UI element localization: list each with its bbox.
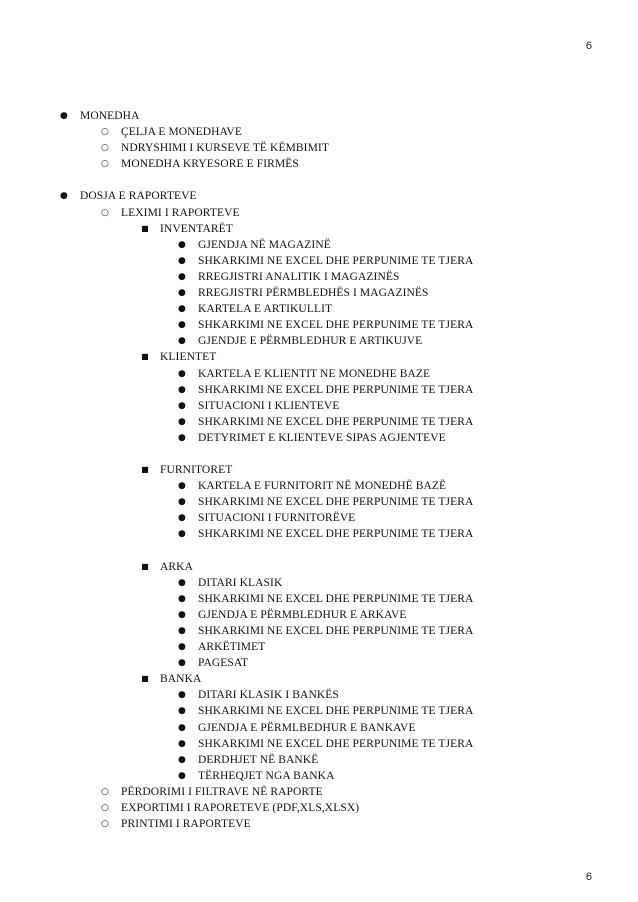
circle-bullet-icon: ○ [101,143,109,154]
list-item-label: SITUACIONI I KLIENTEVE [198,399,340,412]
square-bullet-icon: ■ [141,465,149,474]
list-item-label: PRINTIMI I RAPORTEVE [121,818,251,831]
disc-bullet-icon: ● [178,722,186,733]
list-item-label: SITUACIONI I FURNITORËVE [198,512,356,525]
list-item-label: RREGJISTRI ANALITIK I MAGAZINËS [198,270,400,283]
disc-bullet-icon: ● [178,384,186,395]
square-bullet-icon: ■ [141,674,149,684]
list-item-label: NDRYSHIMI I KURSEVE TË KËMBIMIT [121,142,329,155]
disc-bullet-icon: ● [178,368,186,379]
list-item-label: KARTELA E FURNITORIT NË MONEDHË BAZË [198,480,447,493]
list-item-label: FURNITORET [160,464,233,476]
disc-bullet-icon: ● [178,609,186,620]
list-item-label: GJENDJA NË MAGAZINË [198,238,331,251]
list-item-label: GJENDJE E PËRMBLEDHUR E ARTIKUJVE [198,335,423,348]
list-item-label: PAGESAT [198,657,249,670]
list-item-label: PËRDORIMI I FILTRAVE NË RAPORTE [121,785,323,798]
circle-bullet-icon: ○ [101,803,109,813]
list-item-label: INVENTARËT [160,222,233,235]
disc-bullet-icon: ● [178,320,186,331]
disc-bullet-icon: ● [178,593,186,604]
disc-bullet-icon: ● [178,304,186,315]
list-item-label: SHKARKIMI NE EXCEL DHE PERPUNIME TE TJERA [198,592,474,605]
list-item-label: ARKËTIMET [198,641,266,653]
disc-bullet-icon: ● [178,432,186,443]
disc-bullet-icon: ● [178,658,186,669]
list-item-label: DOSJA E RAPORTEVE [80,190,197,203]
list-item-label: KARTELA E KLIENTIT NE MONEDHE BAZE [198,367,431,380]
list-item-label: SHKARKIMI NE EXCEL DHE PERPUNIME TE TJERA [198,254,474,267]
list-item-label: SHKARKIMI NE EXCEL DHE PERPUNIME TE TJERA [198,528,474,541]
list-item-label: DERDHJET NË BANKË [198,753,319,766]
disc-bullet-icon: ● [178,513,186,524]
disc-bullet-icon: ● [178,416,186,427]
disc-bullet-icon: ● [178,400,186,411]
list-item-label: SHKARKIMI NE EXCEL DHE PERPUNIME TE TJERA [198,383,474,396]
circle-bullet-icon: ○ [101,819,109,830]
disc-bullet-icon: ● [60,111,68,121]
list-item-label: GJENDJA E PËRMBLEDHUR E ARKAVE [198,608,407,621]
list-item-label: SHKARKIMI NE EXCEL DHE PERPUNIME TE TJERA [198,624,474,637]
list-item-label: GJENDJA E PËRMLBEDHUR E BANKAVE [198,721,416,734]
page-number-top: 6 [585,40,592,52]
disc-bullet-icon: ● [178,255,186,266]
square-bullet-icon: ■ [141,561,149,571]
square-bullet-icon: ■ [141,223,149,233]
square-bullet-icon: ■ [141,352,149,362]
list-item-label: SHKARKIMI NE EXCEL DHE PERPUNIME TE TJERA [198,415,474,428]
circle-bullet-icon: ○ [101,207,109,218]
list-item-label: SHKARKIMI NE EXCEL DHE PERPUNIME TE TJERA [198,705,474,718]
list-item-label: DITARI KLASIK [198,576,283,589]
list-item-label: KLIENTET [160,351,217,364]
list-item-label: LEXIMI I RAPORTEVE [121,206,240,219]
list-item-label: MONEDHA [80,110,140,122]
list-item-label: RREGJISTRI PËRMBLEDHËS I MAGAZINËS [198,287,429,299]
list-item-label: DITARI KLASIK I BANKËS [198,689,339,702]
circle-bullet-icon: ○ [101,159,109,170]
list-item-label: BANKA [160,673,202,686]
list-item-label: TËRHEQJET NGA BANKA [198,769,335,782]
disc-bullet-icon: ● [178,770,186,781]
disc-bullet-icon: ● [178,738,186,749]
disc-bullet-icon: ● [178,642,186,652]
disc-bullet-icon: ● [178,706,186,717]
list-item-label: DETYRIMET E KLIENTEVE SIPAS AGJENTEVE [198,431,446,444]
disc-bullet-icon: ● [178,690,186,701]
list-item-label: SHKARKIMI NE EXCEL DHE PERPUNIME TE TJERA [198,496,474,509]
disc-bullet-icon: ● [178,625,186,636]
disc-bullet-icon: ● [60,191,68,202]
disc-bullet-icon: ● [178,336,186,347]
disc-bullet-icon: ● [178,577,186,588]
list-item-label: EXPORTIMI I RAPORETEVE (PDF,XLS,XLSX) [121,802,360,814]
list-item-label: SHKARKIMI NE EXCEL DHE PERPUNIME TE TJERA [198,737,474,750]
disc-bullet-icon: ● [178,481,186,492]
disc-bullet-icon: ● [178,271,186,282]
circle-bullet-icon: ○ [101,127,109,138]
circle-bullet-icon: ○ [101,786,109,797]
disc-bullet-icon: ● [178,497,186,508]
list-item-label: ARKA [160,560,193,573]
disc-bullet-icon: ● [178,239,186,250]
disc-bullet-icon: ● [178,529,186,540]
list-item-label: ÇELJA E MONEDHAVE [121,126,242,139]
page-number-bottom: 6 [585,871,592,883]
list-item-label: SHKARKIMI NE EXCEL DHE PERPUNIME TE TJERA [198,319,474,332]
list-item-label: MONEDHA KRYESORE E FIRMËS [121,158,299,171]
disc-bullet-icon: ● [178,754,186,765]
list-item-label: KARTELA E ARTIKULLIT [198,303,333,316]
disc-bullet-icon: ● [178,288,186,298]
